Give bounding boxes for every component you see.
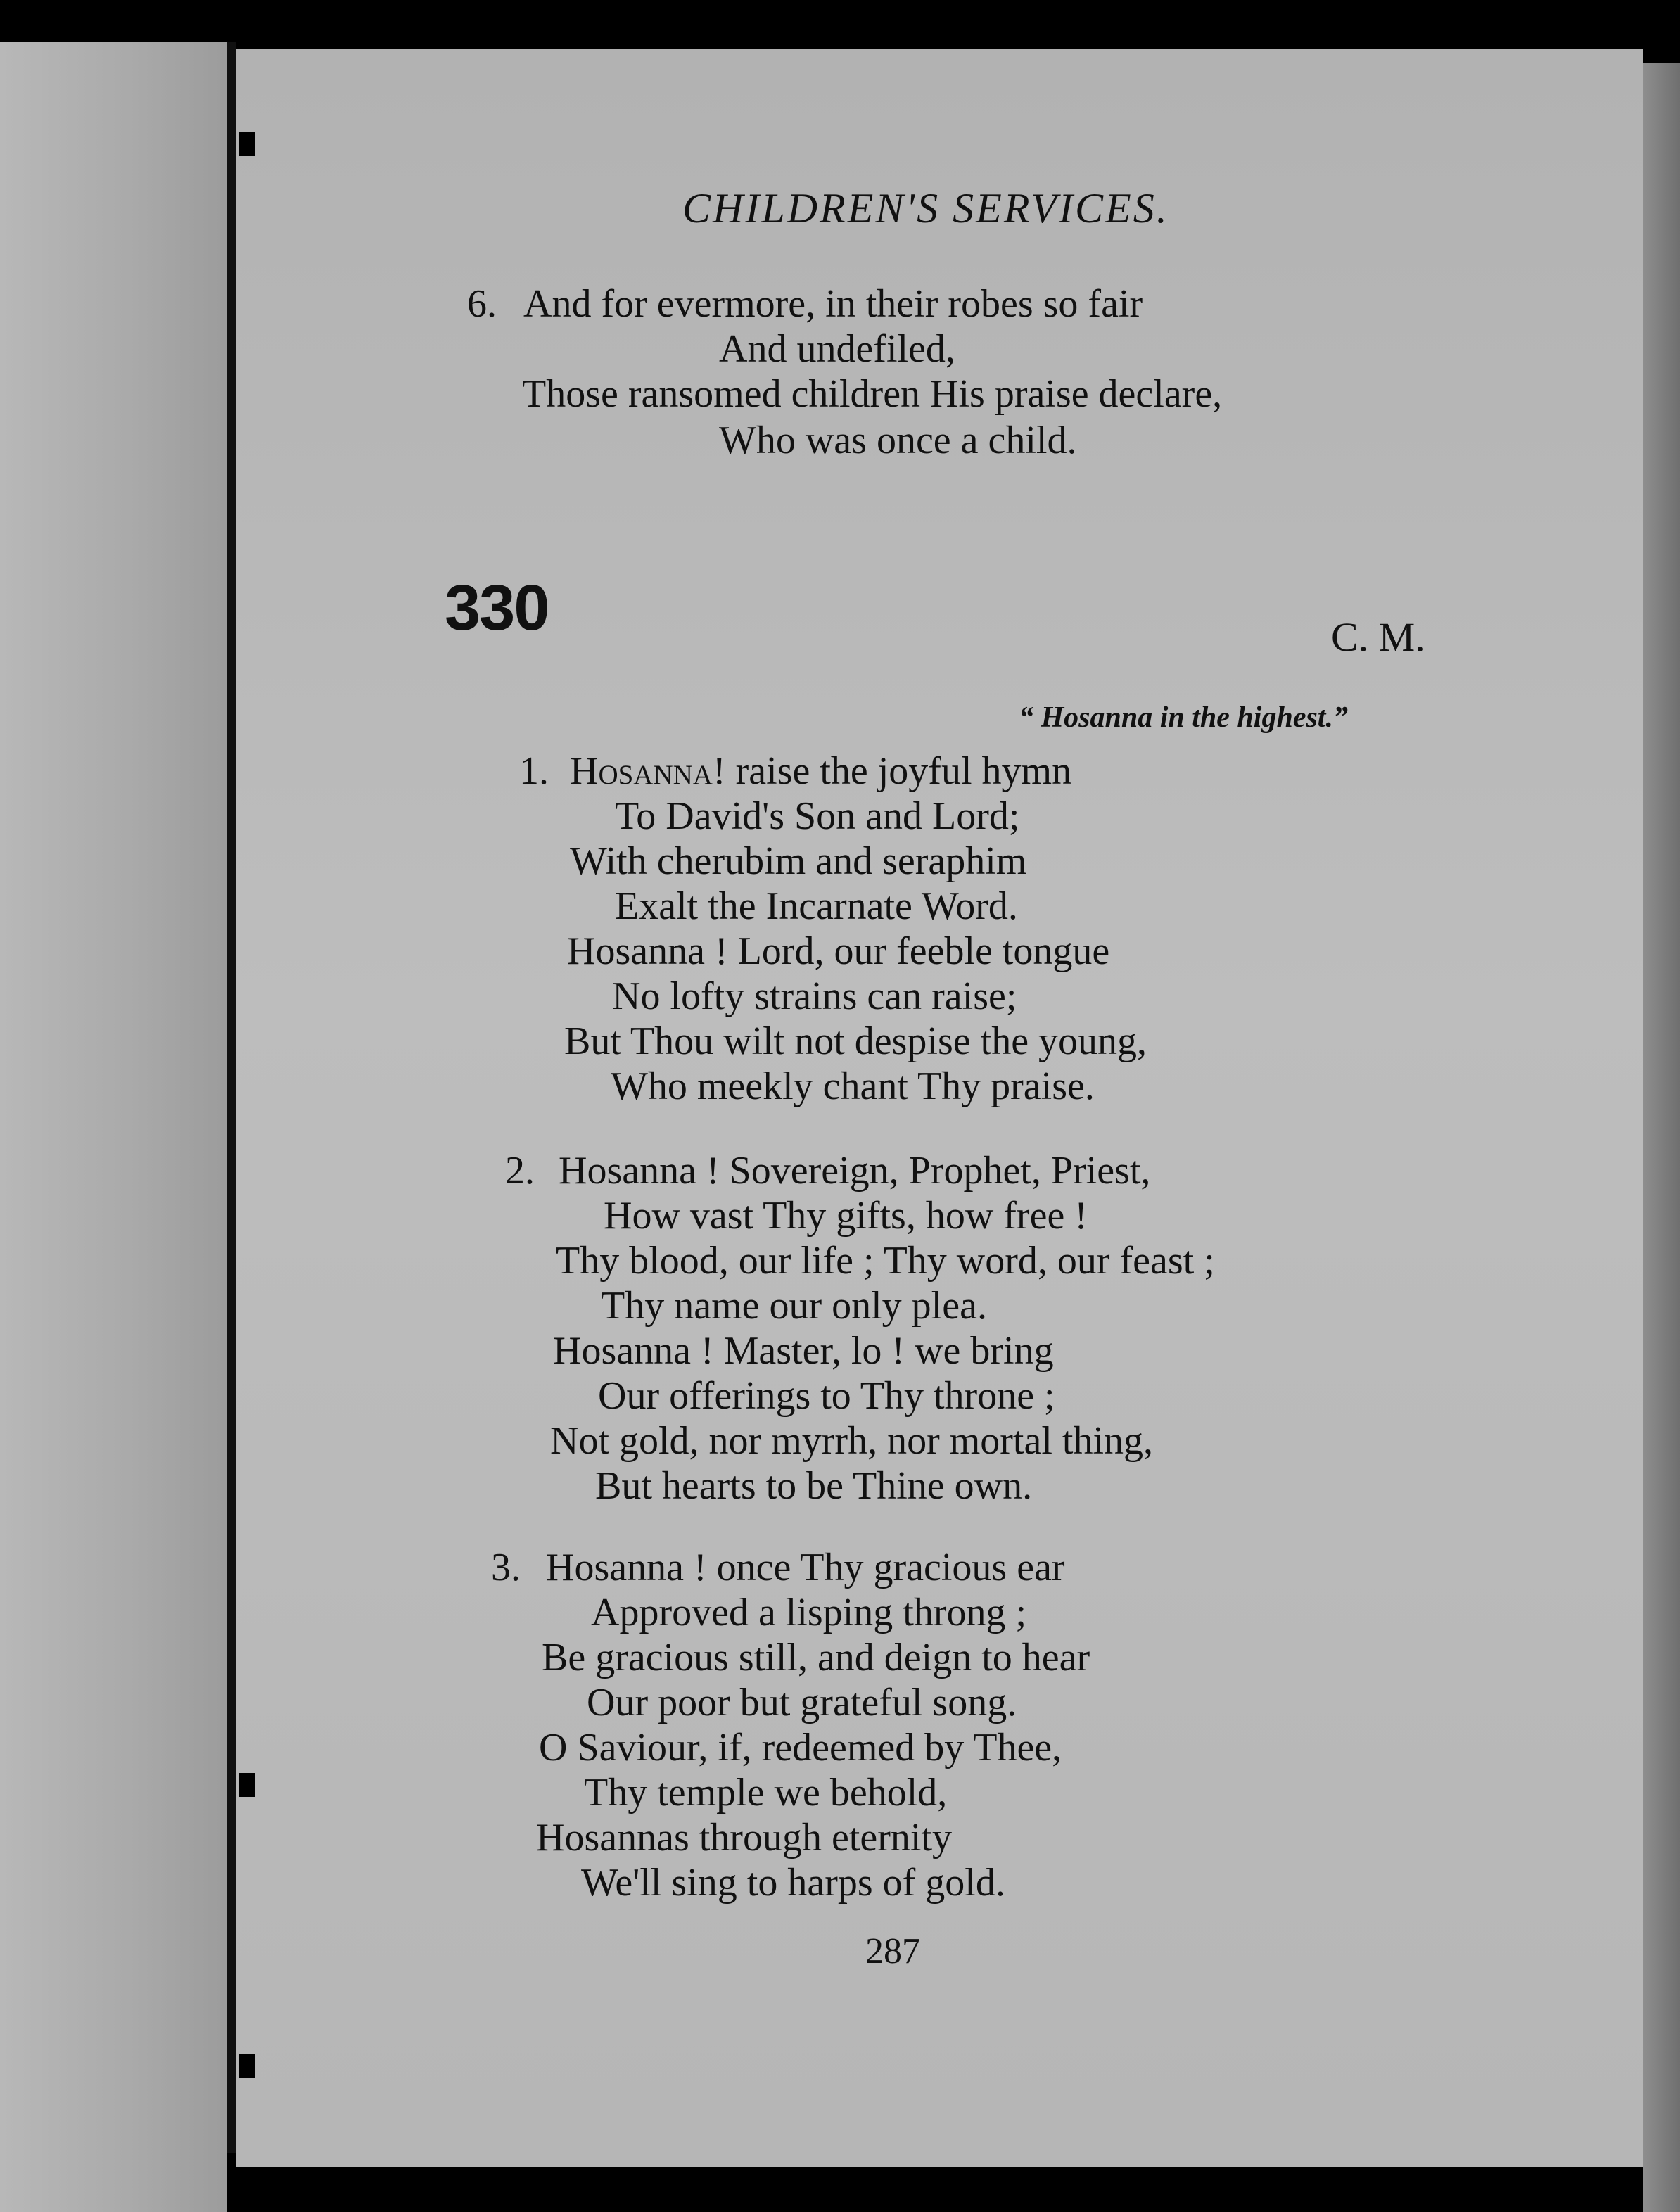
verse-line: Who meekly chant Thy praise. (611, 1064, 1095, 1108)
stanza-number: 6. (467, 282, 497, 326)
verse-line: But hearts to be Thine own. (595, 1464, 1033, 1508)
binding-tab (239, 1773, 255, 1797)
verse-line: And undefiled, (719, 327, 955, 371)
verse-line: And for evermore, in their robes so fair (523, 282, 1143, 326)
verse-line: Approved a lisping throng ; (591, 1591, 1027, 1634)
running-header: CHILDREN'S SERVICES. (682, 185, 1169, 231)
verse-line: Hosanna ! Sovereign, Prophet, Priest, (559, 1149, 1151, 1193)
verse-line: Thy blood, our life ; Thy word, our feast ; (556, 1239, 1215, 1283)
verse-line: We'll sing to harps of gold. (581, 1861, 1005, 1905)
binding-tab (239, 2054, 255, 2078)
verse-line: With cherubim and seraphim (570, 839, 1027, 883)
verse-line: Thy temple we behold, (584, 1771, 948, 1814)
stanza-number: 1. (519, 749, 549, 793)
book-spine (227, 42, 236, 2153)
first-line-rest: ! raise the joyful hymn (712, 749, 1072, 793)
verse-line: Hosannas through eternity (536, 1816, 952, 1860)
facing-page (0, 42, 227, 2212)
verse-line: Not gold, nor myrrh, nor mortal thing, (550, 1419, 1154, 1463)
verse-line: Exalt the Incarnate Word. (615, 884, 1018, 928)
first-word: Hosanna (570, 749, 713, 793)
verse-line: Our poor but grateful song. (587, 1681, 1017, 1724)
verse-line: Be gracious still, and deign to hear (542, 1636, 1090, 1679)
verse-line (570, 749, 1071, 794)
verse-line: Hosanna ! Lord, our feeble tongue (567, 929, 1110, 973)
verse-line: But Thou wilt not despise the young, (564, 1019, 1147, 1063)
verse-line: O Saviour, if, redeemed by Thee, (539, 1726, 1062, 1769)
verse-line: Thy name our only plea. (601, 1284, 987, 1328)
stanza-number: 2. (505, 1149, 535, 1193)
verse-line: No lofty strains can raise; (612, 974, 1017, 1018)
hymn-number: 330 (445, 572, 549, 644)
verse-line: To David's Son and Lord; (615, 794, 1020, 838)
verse-line: Hosanna ! Master, lo ! we bring (553, 1329, 1054, 1373)
hymn-meter: C. M. (1331, 614, 1425, 660)
hymn-epigraph: “ Hosanna in the highest.” (1019, 701, 1348, 734)
verse-line: How vast Thy gifts, how free ! (604, 1194, 1088, 1238)
verse-line: Hosanna ! once Thy gracious ear (546, 1546, 1065, 1589)
binding-tab (239, 132, 255, 156)
verse-line: Our offerings to Thy throne ; (598, 1374, 1055, 1418)
stanza-number: 3. (491, 1546, 521, 1589)
verse-line: Who was once a child. (719, 419, 1077, 462)
verse-line: Those ransomed children His praise declare, (522, 372, 1223, 416)
page-number: 287 (865, 1931, 920, 1971)
page-edge (1643, 63, 1680, 2212)
